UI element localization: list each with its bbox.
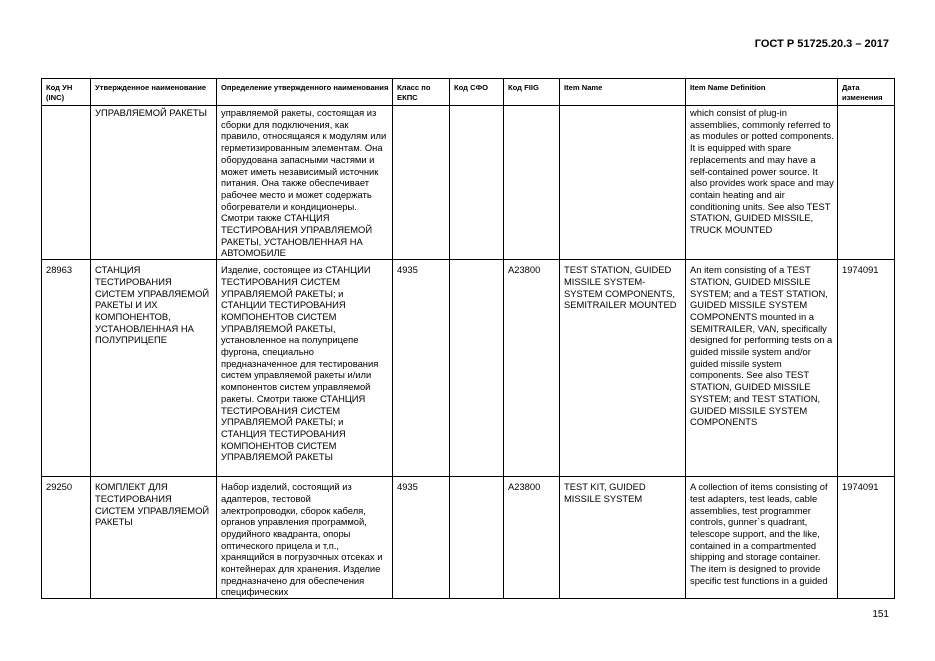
col-header-class: Класс по ЕКПС [393,79,450,106]
table-header-row [42,79,895,106]
nomenclature-table [41,78,895,599]
cell-item-name: TEST KIT, GUIDED MISSILE SYSTEM [560,477,686,599]
col-header-definition: Определение утвержденного наименования [217,79,393,106]
cell-class: 4935 [393,260,450,477]
cell-fiig [504,106,560,260]
col-header-approved-name: Утвержденное наименование [91,79,217,106]
col-header-item-name-definition: Item Name Definition [686,79,838,106]
cell-definition: Изделие, состоящее из СТАНЦИИ ТЕСТИРОВАНИЯ СИСТЕМ УПРАВЛЯЕМОЙ РАКЕТЫ; и СТАНЦИИ ТЕСТИРОВАНИЯ КОМПОНЕНТОВ СИСТЕМ УПРАВЛЯЕМОЙ РАКЕТЫ, установленное на полуприцепе фургона, специально предназначенное для тестирования систем управляемой ракеты и/или компонентов систем управляемой ракеты. Смотри также СТАНЦИЯ ТЕСТИРОВАНИЯ СИСТЕМ УПРАВЛЯЕМОЙ РАКЕТЫ; и СТАНЦИЯ ТЕСТИРОВАНИЯ КОМПОНЕНТОВ СИСТЕМ УПРАВЛЯЕМОЙ РАКЕТЫ [217,260,393,477]
cell-sfo [450,260,504,477]
col-header-change-date: Дата изменения [838,79,895,106]
cell-approved-name: УПРАВЛЯЕМОЙ РАКЕТЫ [91,106,217,260]
cell-item-name [560,106,686,260]
cell-class: 4935 [393,477,450,599]
cell-definition: Набор изделий, состоящий из адаптеров, тестовой электропроводки, сборок кабеля, органов управления программой, орудийного квадранта, опоры оптического прицела и т.п., хранящийся в погрузочных отсеках и контейнерах для хранения. Изделие предназначено для обеспечения специфических [217,477,393,599]
table-row [42,477,895,599]
cell-definition: управляемой ракеты, состоящая из сборки для подключения, как правило, относящаяся к модулям или герметизированным элементам. Она оборудована запасными частями и может иметь независимый источник питания. Она также обеспечивает рабочее место и может содержать обогреватели и кондиционеры. Смотри также СТАНЦИЯ ТЕСТИРОВАНИЯ УПРАВЛЯЕМОЙ РАКЕТЫ, УСТАНОВЛЕННАЯ НА АВТОМОБИЛЕ [217,106,393,260]
cell-inc [42,106,91,260]
cell-item-name-definition: which consist of plug-in assemblies, commonly referred to as modules or potted components. It is equipped with spare replacements and may have a self-contained power source. It also provides work space and may contain heating and air conditioning units. See also TEST STATION, GUIDED MISSILE, TRUCK MOUNTED [686,106,838,260]
cell-class [393,106,450,260]
table-row [42,260,895,477]
col-header-inc: Код УН (INC) [42,79,91,106]
cell-approved-name: КОМПЛЕКТ ДЛЯ ТЕСТИРОВАНИЯ СИСТЕМ УПРАВЛЯЕМОЙ РАКЕТЫ [91,477,217,599]
standard-number: ГОСТ Р 51725.20.3 – 2017 [754,38,889,50]
cell-fiig: A23800 [504,260,560,477]
cell-item-name-definition: A collection of items consisting of test adapters, test leads, cable assemblies, test programmer controls, gunner`s quadrant, telescope support, and the like, contained in a compartmented shipping and storage container. The item is designed to provide specific test functions in a guided [686,477,838,599]
col-header-sfo: Код СФО [450,79,504,106]
cell-change-date: 1974091 [838,260,895,477]
cell-change-date: 1974091 [838,477,895,599]
cell-item-name: TEST STATION, GUIDED MISSILE SYSTEM-SYSTEM COMPONENTS, SEMITRAILER MOUNTED [560,260,686,477]
cell-inc: 29250 [42,477,91,599]
table-row [42,106,895,260]
cell-sfo [450,106,504,260]
cell-fiig: A23800 [504,477,560,599]
cell-sfo [450,477,504,599]
col-header-item-name: Item Name [560,79,686,106]
page-number: 151 [872,609,889,620]
cell-change-date [838,106,895,260]
cell-item-name-definition: An item consisting of a TEST STATION, GUIDED MISSILE SYSTEM; and a TEST STATION, GUIDED MISSILE SYSTEM COMPONENTS mounted in a SEMITRAILER, VAN, specifically designed for performing tests on a guided missile system and/or guided missile system components. See also TEST STATION, GUIDED MISSILE SYSTEM; and TEST STATION, GUIDED MISSILE SYSTEM COMPONENTS [686,260,838,477]
cell-approved-name: СТАНЦИЯ ТЕСТИРОВАНИЯ СИСТЕМ УПРАВЛЯЕМОЙ РАКЕТЫ И ИХ КОМПОНЕНТОВ, УСТАНОВЛЕННАЯ НА ПОЛУПРИЦЕПЕ [91,260,217,477]
cell-inc: 28963 [42,260,91,477]
col-header-fiig: Код FIIG [504,79,560,106]
